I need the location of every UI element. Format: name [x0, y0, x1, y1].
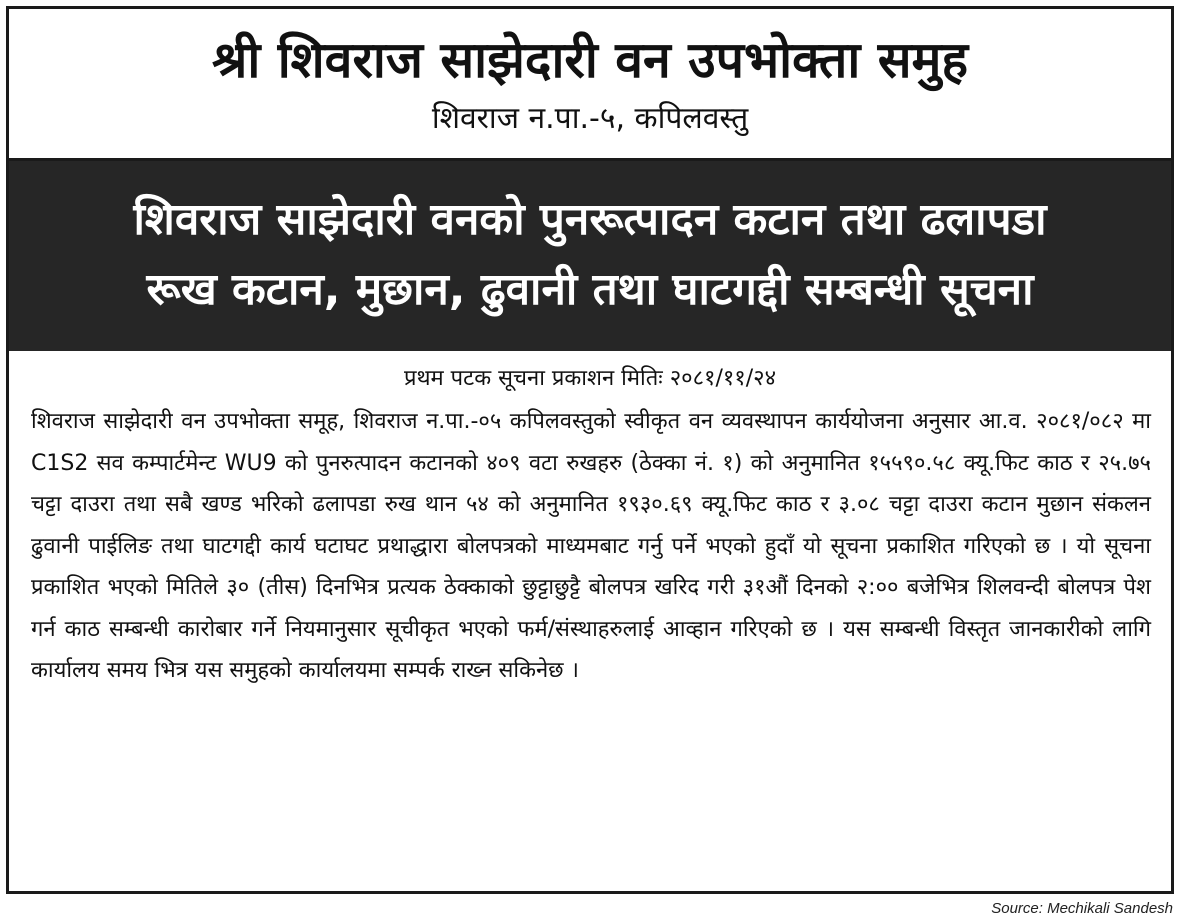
publish-date: प्रथम पटक सूचना प्रकाशन मितिः २०८१/११/२४ [403, 366, 777, 391]
notice-title-line-1: शिवराज साझेदारी वनको पुनरूत्पादन कटान तथा ढलापडा [133, 194, 1047, 245]
notice-title-line-2: रूख कटान, मुछान, ढुवानी तथा घाटगद्दी सम्बन्धी सूचना [146, 264, 1034, 315]
notice-title-band [9, 161, 1171, 351]
notice-advertisement [6, 6, 1174, 894]
org-name: श्री शिवराज साझेदारी वन उपभोक्ता समुह [211, 31, 969, 89]
org-address: शिवराज न.पा.-५, कपिलवस्तु [431, 101, 749, 136]
source-credit: Source: Mechikali Sandesh [991, 900, 1173, 917]
org-header [9, 9, 1171, 161]
notice-body: शिवराज साझेदारी वन उपभोक्ता समूह, शिवराज न.पा.-०५ कपिलवस्तुको स्वीकृत वन व्यवस्थापन कार्ययोजना अनुसार आ.व. २०८१/०८२ मा C1S2 सव कम्पार्टमेन्ट WU9 को पुनरुत्पादन कटानको ४०९ वटा रुखहरु (ठेक्का नं. १) को अनुमानित १५५९०.५८ क्यू.फिट काठ र २५.७५ चट्टा दाउरा तथा सबै खण्ड भरिको ढलापडा रुख थान ५४ को अनुमानित १९३०.६९ क्यू.फिट काठ र ३.०८ चट्टा दाउरा कटान मुछान संकलन ढुवानी पाईलिङ तथा घाटगद्दी कार्य घटाघट प्रथाद्धारा बोलपत्रको माध्यमबाट गर्नु पर्ने भएको हुदाँ यो सूचना प्रकाशित गरिएको छ । यो सूचना प्रकाशित भएको मितिले ३० (तीस) दिनभित्र प्रत्यक ठेक्काको छुट्टाछुट्टै बोलपत्र खरिद गरी ३१औं दिनको २:०० बजेभित्र शिलवन्दी बोलपत्र पेश गर्न काठ सम्बन्धी कारोबार गर्ने नियमानुसार सूचीकृत भएको फर्म/संस्थाहरुलाई आव्हान गरिएको छ । यस सम्बन्धी विस्तृत जानकारीको लागि कार्यालय समय भित्र यस समुहको कार्यालयमा सम्पर्क राख्न सकिनेछ । [31, 409, 1151, 683]
